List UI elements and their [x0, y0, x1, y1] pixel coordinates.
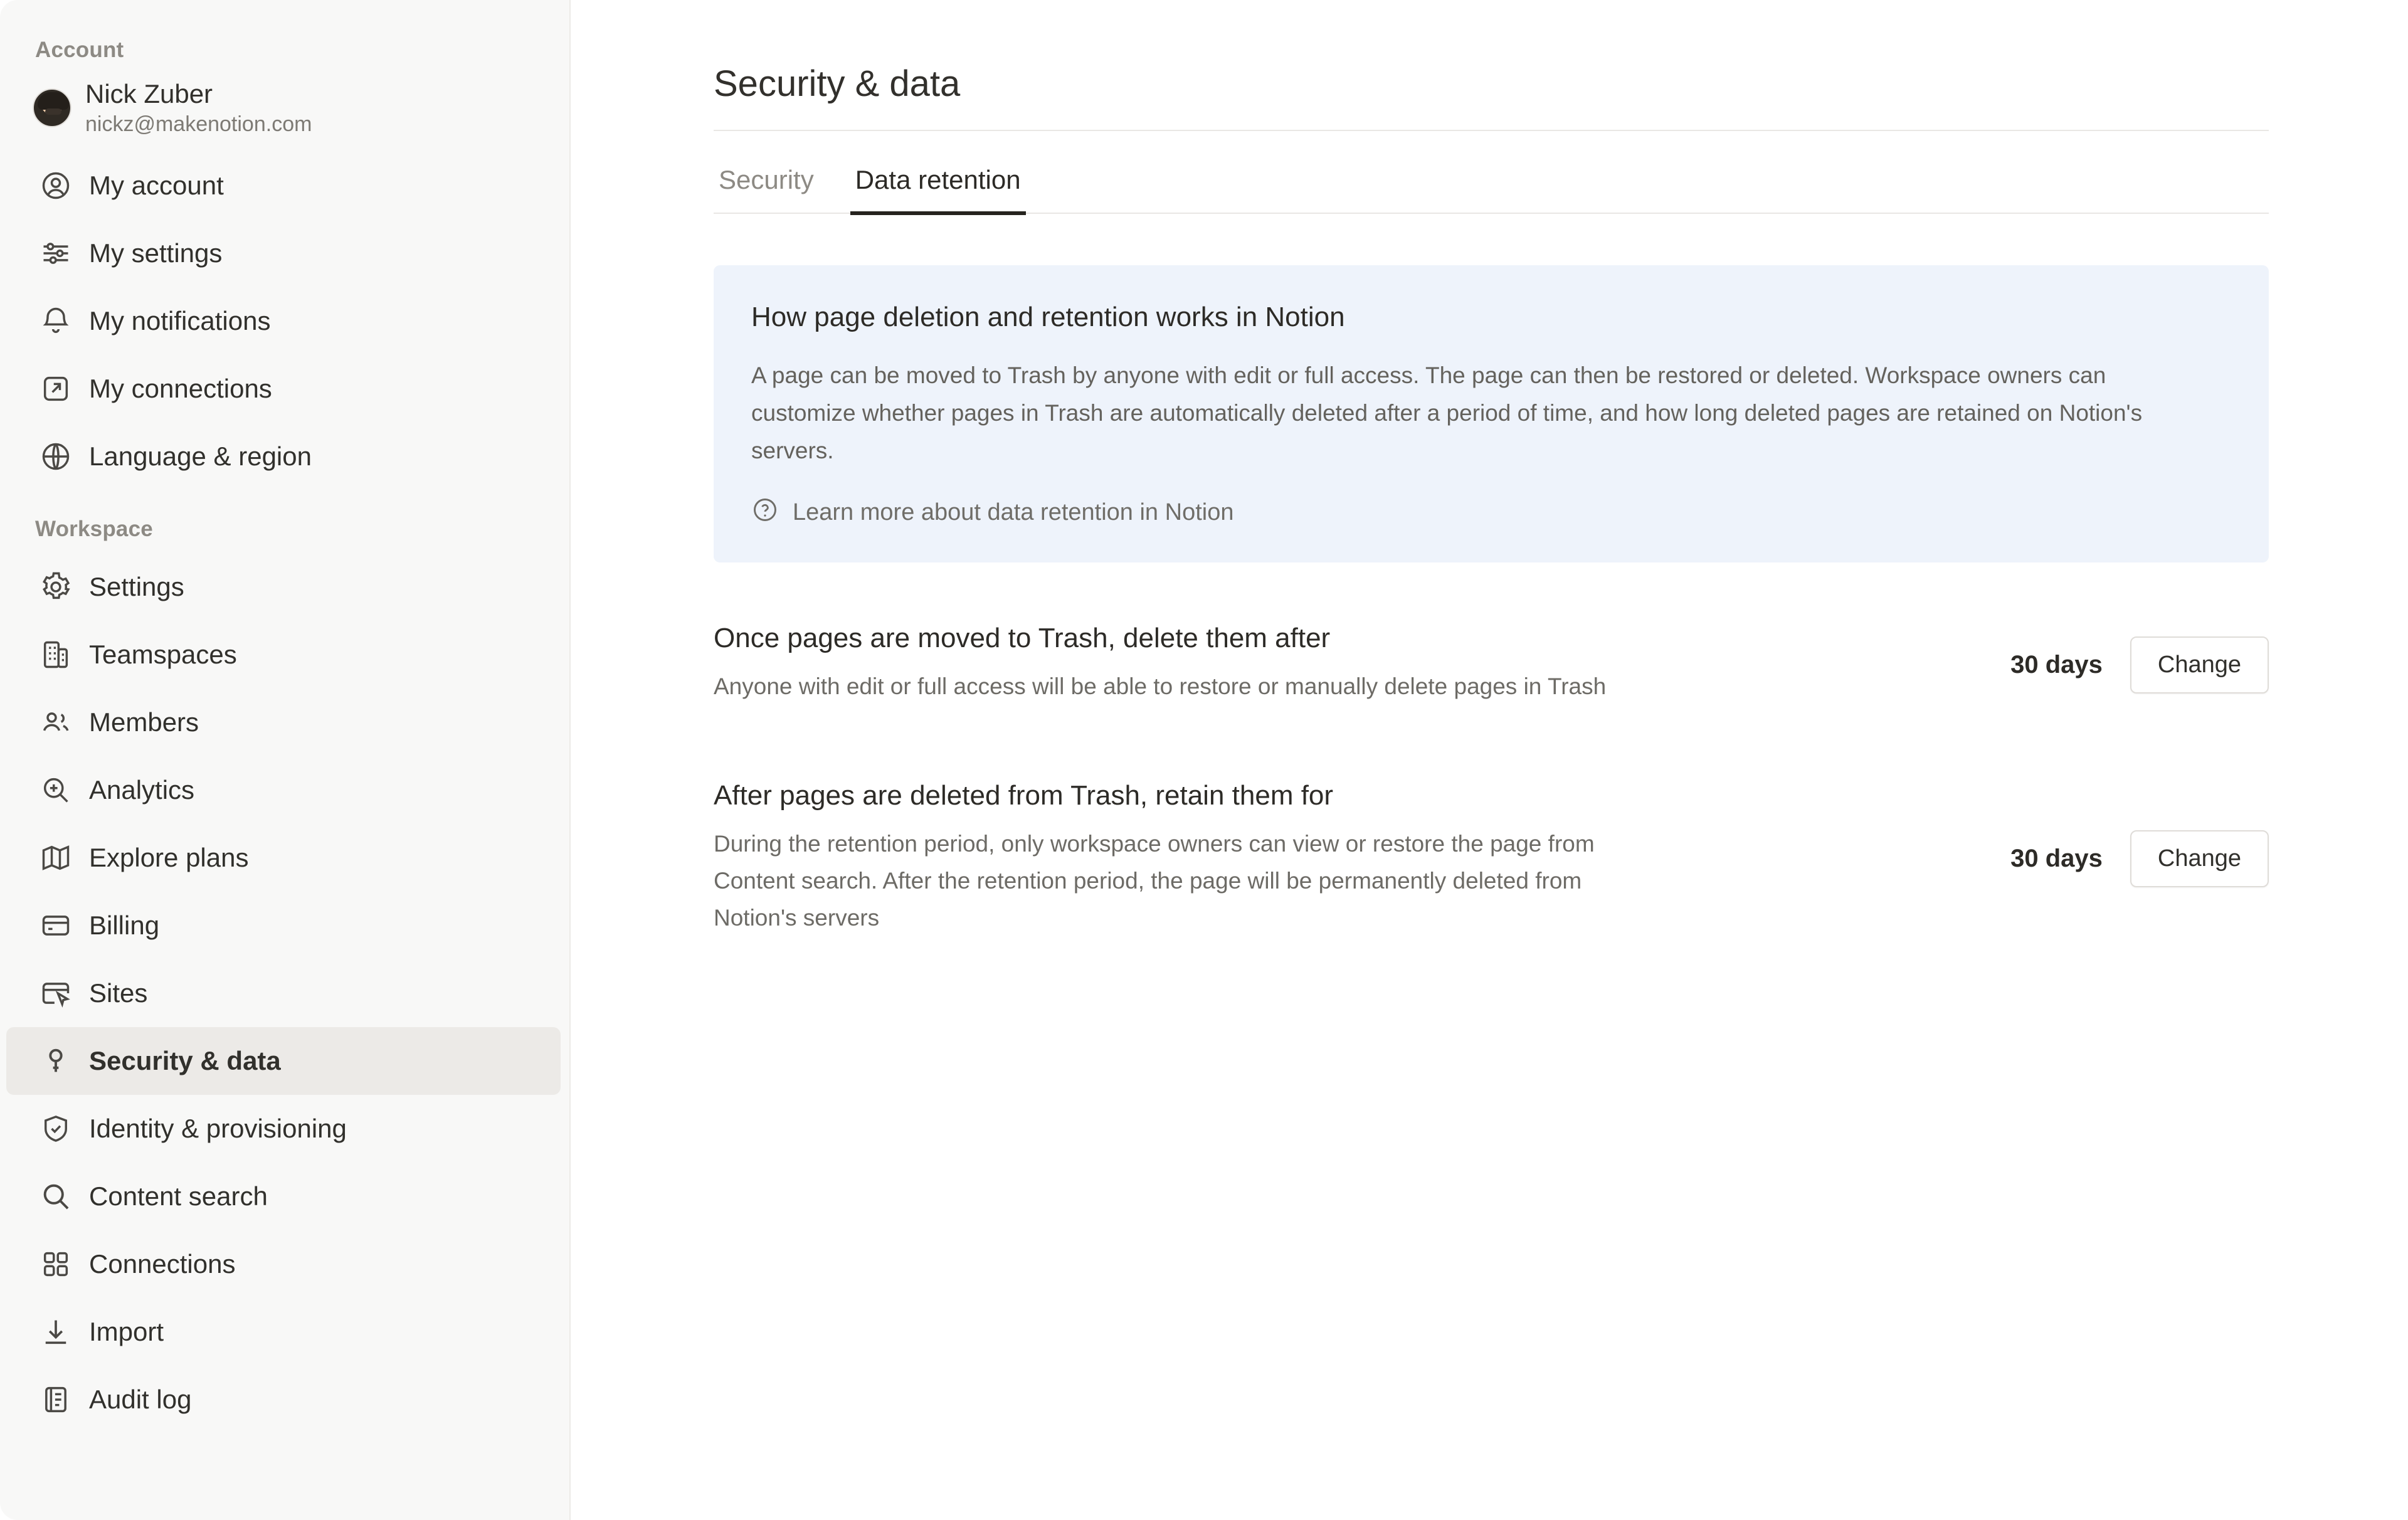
sidebar-item-my-settings[interactable] — [6, 219, 561, 287]
download-icon — [39, 1315, 73, 1349]
tab-bar — [714, 135, 2269, 214]
sidebar-item-label: My notifications — [89, 305, 271, 335]
sidebar-section-account: Account — [35, 38, 124, 62]
sidebar-item-label: Billing — [89, 910, 160, 940]
tab-data-retention[interactable]: Data retention — [850, 165, 1026, 215]
list-document-icon — [39, 1383, 73, 1417]
setting-row-retain-after-delete — [714, 780, 2269, 937]
sidebar-item-label: Connections — [89, 1248, 236, 1279]
sidebar-item-security-data[interactable] — [6, 1027, 561, 1095]
setting-row-trash-delete-after — [714, 623, 2269, 705]
settings-main-panel — [571, 0, 2408, 1520]
retention-info-callout — [714, 265, 2269, 562]
sidebar-item-teamspaces[interactable] — [6, 621, 561, 689]
shield-check-icon — [39, 1112, 73, 1146]
key-icon — [39, 1044, 73, 1078]
sidebar-item-label: My account — [89, 170, 224, 200]
sidebar-item-my-notifications[interactable] — [6, 287, 561, 355]
arrow-out-box-icon — [39, 372, 73, 406]
setting-title: After pages are deleted from Trash, retain them for — [714, 780, 1334, 811]
sidebar-item-analytics[interactable] — [6, 756, 561, 824]
sidebar-item-content-search[interactable] — [6, 1163, 561, 1230]
sidebar-item-my-connections[interactable] — [6, 355, 561, 423]
setting-description: Anyone with edit or full access will be able to restore or manually delete pages in Trash — [714, 673, 1607, 699]
page-title: Security & data — [714, 63, 961, 104]
globe-icon — [39, 440, 73, 473]
setting-title: Once pages are moved to Trash, delete them after — [714, 622, 1331, 653]
credit-card-icon — [39, 909, 73, 942]
window-cursor-icon — [39, 976, 73, 1010]
sidebar-item-my-account[interactable] — [6, 152, 561, 219]
sidebar-item-label: Settings — [89, 571, 184, 601]
sidebar-item-label: Teamspaces — [89, 639, 237, 669]
sidebar-item-language-region[interactable] — [6, 423, 561, 490]
sidebar-item-connections[interactable] — [6, 1230, 561, 1298]
tab-security[interactable]: Security — [719, 165, 814, 194]
change-button[interactable]: Change — [2130, 830, 2269, 887]
bell-icon — [39, 304, 73, 338]
sidebar-item-sites[interactable] — [6, 959, 561, 1027]
sidebar-item-identity-provisioning[interactable] — [6, 1095, 561, 1163]
learn-more-link[interactable] — [751, 496, 2231, 530]
setting-description: During the retention period, only workspace owners can view or restore the page from Content search. After the retention period, the page will be permanently deleted from Notion's servers — [714, 831, 1595, 931]
building-icon — [39, 638, 73, 672]
sidebar-item-label: Members — [89, 707, 199, 737]
account-name: Nick Zuber — [85, 79, 213, 108]
change-button[interactable]: Change — [2130, 636, 2269, 694]
callout-body: A page can be moved to Trash by anyone with edit or full access. The page can then be restored or deleted. Workspace owners can customize whether pages in Trash are automatically deleted after a period of time, and how long deleted pages are retained on Notion's servers. — [751, 362, 2143, 463]
search-icon — [39, 1180, 73, 1213]
user-circle-icon — [39, 169, 73, 203]
sidebar-item-label: Import — [89, 1316, 164, 1346]
sidebar-item-label: My settings — [89, 238, 223, 268]
sidebar-item-billing[interactable] — [6, 892, 561, 959]
sidebar-item-label: Identity & provisioning — [89, 1113, 347, 1143]
settings-sidebar — [0, 0, 571, 1520]
grid-icon — [39, 1247, 73, 1281]
callout-title: How page deletion and retention works in Notion — [751, 302, 1345, 332]
magnify-plus-icon — [39, 773, 73, 807]
sidebar-item-label: Explore plans — [89, 842, 249, 872]
question-circle-icon — [751, 496, 779, 530]
setting-value: 30 days — [2010, 845, 2103, 872]
map-icon — [39, 841, 73, 875]
people-icon — [39, 705, 73, 739]
sidebar-item-members[interactable] — [6, 689, 561, 756]
sidebar-item-settings[interactable] — [6, 553, 561, 621]
sidebar-account-row[interactable] — [0, 74, 569, 152]
sidebar-section-workspace: Workspace — [35, 516, 153, 541]
avatar — [33, 88, 71, 127]
title-divider — [714, 130, 2269, 131]
sidebar-item-audit-log[interactable] — [6, 1366, 561, 1433]
sidebar-item-label: My connections — [89, 373, 272, 403]
sidebar-item-explore-plans[interactable] — [6, 824, 561, 892]
sidebar-item-label: Security & data — [89, 1045, 281, 1075]
sidebar-item-label: Sites — [89, 978, 148, 1008]
sidebar-item-label: Language & region — [89, 441, 312, 471]
gear-icon — [39, 570, 73, 604]
sidebar-item-label: Audit log — [89, 1384, 192, 1414]
account-email: nickz@makenotion.com — [85, 112, 312, 137]
sliders-icon — [39, 236, 73, 270]
learn-more-label: Learn more about data retention in Notion — [793, 499, 1234, 526]
sidebar-item-import[interactable] — [6, 1298, 561, 1366]
sidebar-item-label: Content search — [89, 1181, 268, 1211]
sidebar-item-label: Analytics — [89, 774, 195, 805]
setting-value: 30 days — [2010, 650, 2103, 678]
